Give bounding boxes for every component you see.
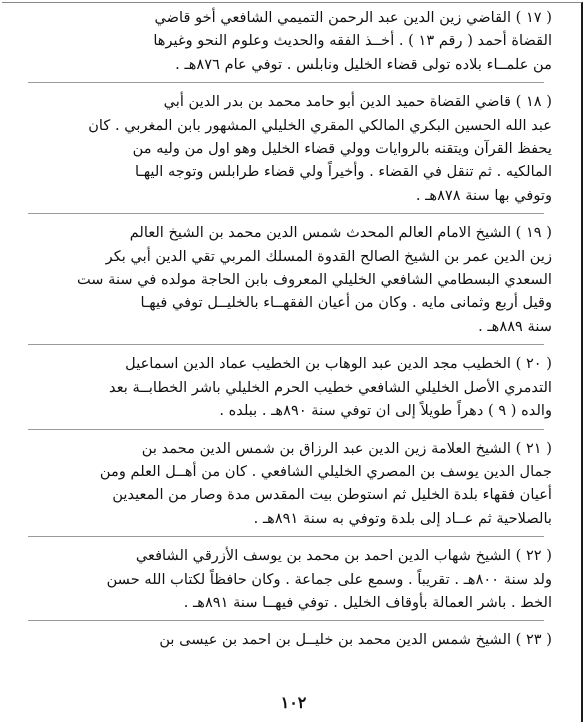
text-line: ( ٢١ ) الشيخ العلامة زين الدين عبد الرزاق بن شمس الدين محمد بن <box>141 439 552 457</box>
entry-divider <box>28 429 544 430</box>
biography-entry-19 <box>20 221 552 338</box>
text-line: سنة ٨٨٩هـ . <box>478 317 552 335</box>
biography-entry-18 <box>20 90 552 207</box>
text-line: ( ٢٣ ) الشيخ شمس الدين محمد بن خليــل بن احمد بن عيسى بن <box>159 631 552 649</box>
entry-divider <box>28 82 544 83</box>
text-line: ( ١٧ ) القاضي زين الدين عبد الرحمن التميمي الشافعي أخو قاضي <box>154 9 552 26</box>
text-line: ( ٢٠ ) الخطيب مجد الدين عبد الوهاب بن الخطيب عماد الدين اسماعيل <box>125 355 552 373</box>
biography-entry-21 <box>20 437 552 531</box>
text-line: جمال الدين يوسف بن المصري الخليلي الشافعي . كان من أهــل العلم ومن <box>99 462 552 480</box>
text-line: ولد سنة ٨٠٠هـ . تقريباً . وسمع على جماعة . وكان حافظاً لكتاب الله حسن <box>106 570 552 588</box>
text-line: عبد الله الحسين البكري المالكي المقري الخليلي المشهور بابن المغربي . كان <box>88 116 552 134</box>
text-line: وتوفي بها سنة ٨٧٨هـ . <box>415 186 552 204</box>
text-line: من علمــاء بلاده تولى قضاء الخليل ونابلس . توفي عام ٨٧٦هـ . <box>175 55 552 73</box>
text-line: بالصلاحية ثم عــاد إلى بلدة وتوفي به سنة ٨٩١هـ . <box>253 509 552 527</box>
text-line: والده ( ٩ ) دهراً طويلاً إلى ان توفي سنة ٨٩٠هـ . ببلده . <box>219 402 552 420</box>
text-line: ( ١٩ ) الشيخ الامام العالم المحدث شمس الدين محمد بن الشيخ العالم <box>129 224 552 242</box>
page-number: ١٠٢ <box>280 693 307 712</box>
text-line: ( ١٨ ) قاضي القضاة حميد الدين أبو حامد محمد بن بدر الدين أبي <box>163 93 552 111</box>
entry-divider <box>28 536 544 537</box>
text-line: التدمري الأصل الخليلي الشافعي خطيب الحرم الخليلي باشر الخطابــة بعد <box>109 378 552 396</box>
biography-entry-22 <box>20 544 552 614</box>
entry-divider <box>28 344 544 345</box>
biography-entry-23 <box>20 628 552 651</box>
text-line: زين الدين عمر بن الشيخ الصالح القدوة المسلك المربي تقي الدين أبي بكر <box>105 247 552 265</box>
text-line: ( ٢٢ ) الشيخ شهاب الدين احمد بن محمد بن يوسف الأزرقي الشافعي <box>135 547 552 565</box>
text-line: الخط . باشر العمالة بأوقاف الخليل . توفي فيهــا سنة ٨٩١هـ . <box>183 593 552 611</box>
entry-divider <box>28 620 544 621</box>
page-content <box>20 6 552 652</box>
text-line: القضاة أحمد ( رقم ١٣ ) . أخــذ الفقه والحديث وعلوم النحو وغيرها <box>153 32 552 50</box>
text-line: أعيان فقهاء بلدة الخليل ثم استوطن بيت المقدس مدة وصار من المعيدين <box>112 486 552 504</box>
biography-entry-20 <box>20 352 552 422</box>
text-line: يحفظ القرآن ويتقنه بالروايات وولي قضاء الخليل وهو اول من وليه من <box>132 140 552 158</box>
text-line: المالكيه . ثم تنقل في القضاء . وأخيراً ولي قضاء طرابلس وتوجه اليهـا <box>134 163 552 181</box>
entry-divider <box>28 213 544 214</box>
text-line: السعدي البسطامي الشافعي الخليلي المعروف بابن الحاجة مولده في سنة ست <box>76 271 552 289</box>
biography-entry-17 <box>20 6 552 76</box>
text-line: وقيل أربع وثمانى مايه . وكان من أعيان الفقهــاء بالخليــل توفي فيهـا <box>140 294 552 312</box>
